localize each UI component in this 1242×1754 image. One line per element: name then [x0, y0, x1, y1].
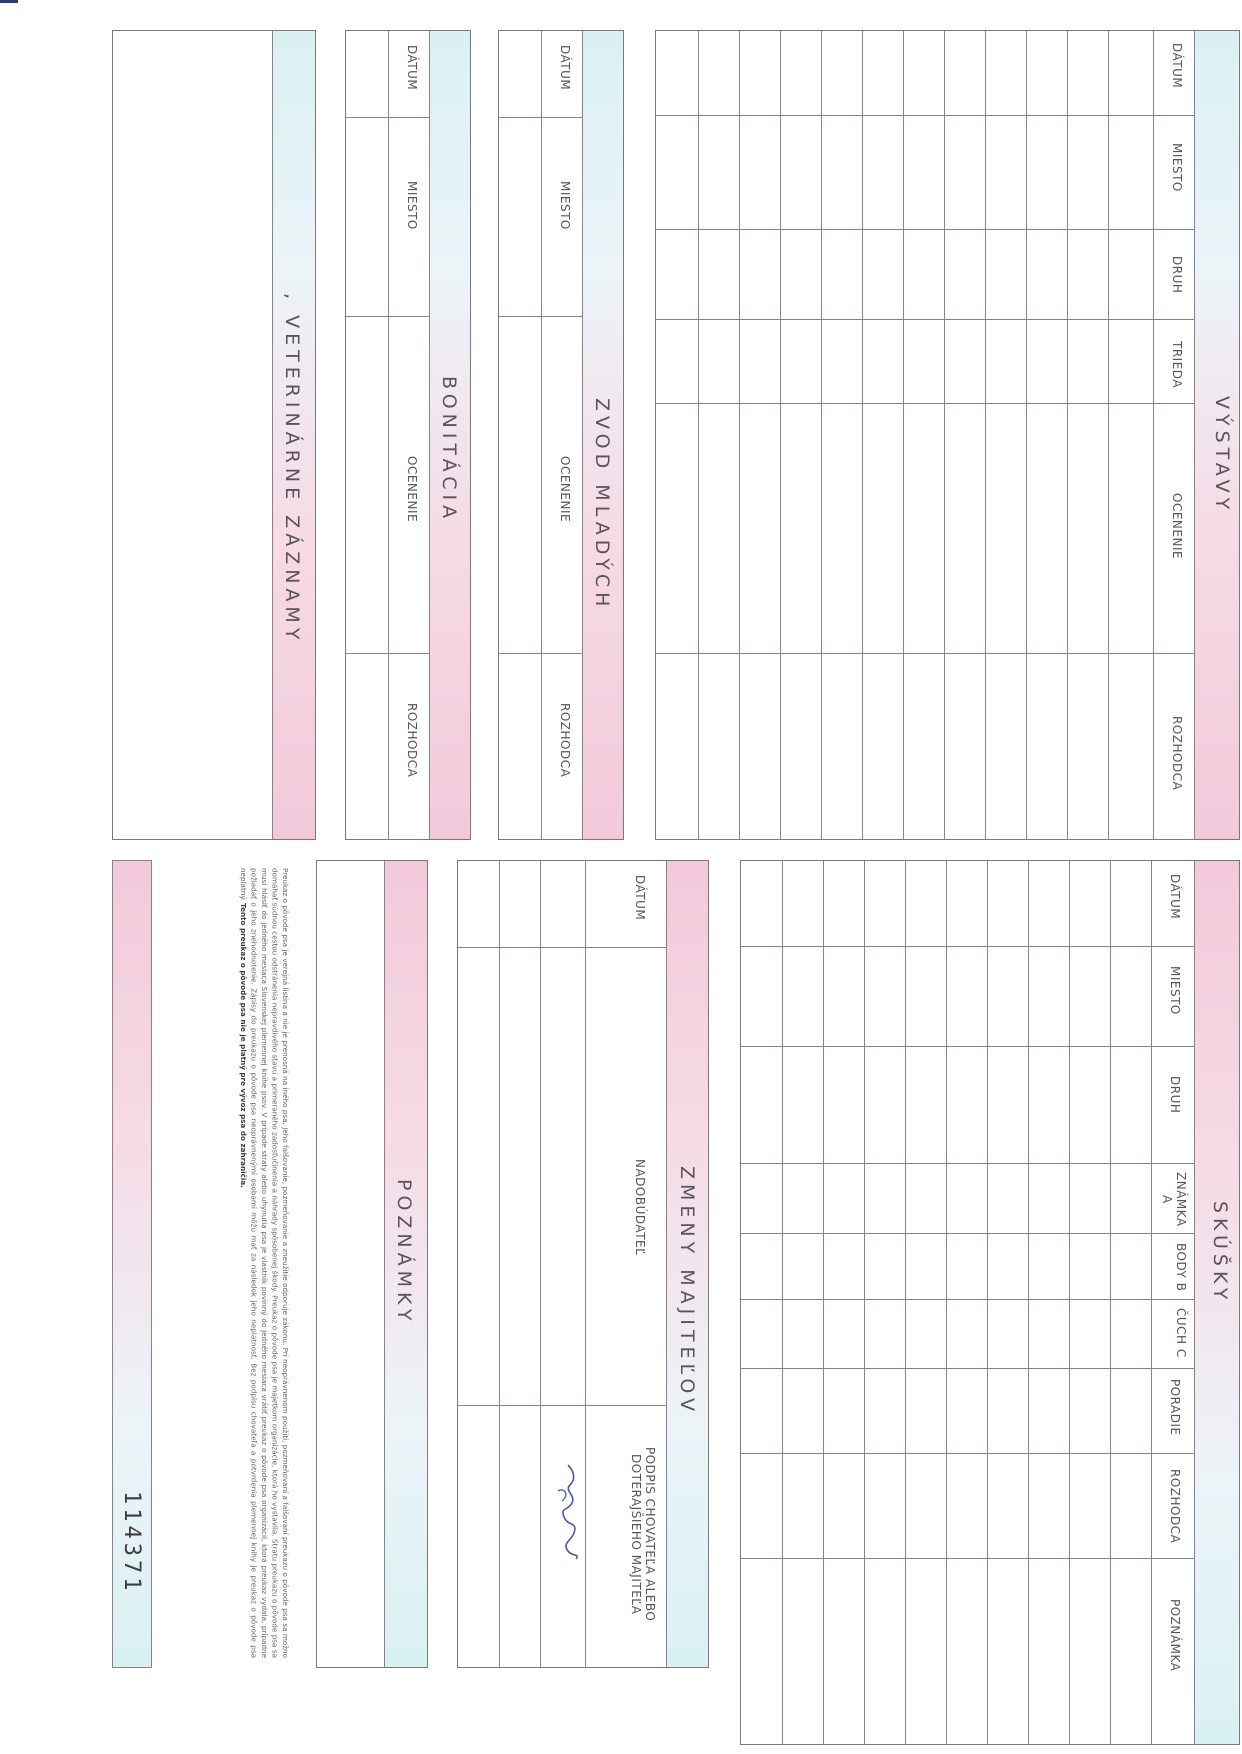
skusky-col-sep — [741, 946, 1194, 947]
zmeny-col-sep — [458, 1405, 666, 1406]
zmeny-col-nadobudatel: NADOBÚDATEĽ — [633, 1159, 647, 1256]
zmeny-title: ZMENY MAJITEĽOV — [676, 1166, 698, 1417]
bonitacia-col-rozhodca: ROZHODCA — [405, 703, 419, 778]
skusky-col-poznamka: POZNÁMKA — [1168, 1599, 1182, 1672]
skusky-row-line — [823, 861, 824, 1744]
poznamky-panel — [316, 860, 428, 1668]
bonitacia-col-sep — [346, 316, 429, 317]
zmeny-col-podpis: PODPIS CHOVATEĽA ALEBO DOTERAJŠIEHO MAJITEĽA — [629, 1446, 657, 1622]
bonitacia-title: BONITÁCIA — [438, 376, 460, 524]
vystavy-row-line — [739, 31, 740, 839]
vystavy-col-miesto: MIESTO — [1170, 143, 1184, 192]
vystavy-row-line — [1108, 31, 1109, 839]
zvod-col-ocenenie: OCENENIE — [558, 456, 572, 523]
skusky-row-line — [1028, 861, 1029, 1744]
zmeny-header-divider — [666, 861, 667, 1667]
serial-number: 114371 — [119, 1491, 144, 1595]
vystavy-row-line — [1026, 31, 1027, 839]
zvod-panel — [498, 30, 624, 840]
skusky-col-datum: DÁTUM — [1168, 874, 1182, 920]
legal-notice-text: Preukaz o pôvode psa je verejná listina a nie je prenosná na iného psa. Jeho falšovanie, pozmeňovanie a zneužitie odporuje zákonu. Pri neoprávnenom použití, pozmeňovaní a falšovaní preukazu o pôvode psa sa možno domáhať súdnou cestou odstránenia nepravdivého stavu a primeraného zadosťučinenia a náhrady spôsobenej škody. Preukaz o pôvode psa je majetkom organizácie, ktorá ho vystavila. Stratu preukazu o pôvode psa sa musí hlásiť do jedného mesiaca Slovenskej plemennej knihe psov. V prípade straty alebo uhynutia psa je vlastník povinný do jedného mesiaca vrátiť preukaz o pôvode psa organizácii, ktorá preukaz vydala, prípadne požiadať o jeho znehodnotenie. Zápisy do preukazu o pôvode psa neoprávnenými osobami môžu mať za následok jeho neplatnosť. Bez podpisu chovateľa a potvrdenia plemennej knihy je preukaz o pôvode psa neplatný. — [239, 868, 290, 1658]
skusky-col-sep — [741, 1299, 1194, 1300]
skusky-col-miesto: MIESTO — [1168, 966, 1182, 1015]
bonitacia-col-sep — [346, 117, 429, 118]
vystavy-row-line — [903, 31, 904, 839]
skusky-row-line — [1110, 861, 1111, 1744]
zvod-col-miesto: MIESTO — [558, 181, 572, 230]
veterinarne-title-text: VETERINÁRNE ZÁZNAMY — [281, 315, 303, 645]
skusky-col-znamka: ZNÁMKA A — [1160, 1171, 1188, 1227]
skusky-col-sep — [741, 1558, 1194, 1559]
serial-strip — [112, 860, 152, 1668]
skusky-row-line — [905, 861, 906, 1744]
zmeny-row-line — [499, 861, 500, 1667]
bonitacia-col-sep — [346, 653, 429, 654]
skusky-col-rozhodca: ROZHODCA — [1168, 1469, 1182, 1544]
skusky-row-line — [1069, 861, 1070, 1744]
vystavy-title: VÝSTAVY — [1211, 396, 1233, 515]
bonitacia-col-miesto: MIESTO — [405, 181, 419, 230]
veterinarne-panel — [112, 30, 316, 840]
vystavy-col-druh: DRUH — [1170, 256, 1184, 294]
vystavy-row-line — [862, 31, 863, 839]
vystavy-panel — [655, 30, 1240, 840]
vystavy-col-sep — [656, 115, 1194, 116]
skusky-col-druh: DRUH — [1168, 1076, 1182, 1114]
skusky-header-divider — [1194, 861, 1195, 1744]
scan-edge-mark — [0, 0, 18, 3]
vystavy-header-divider — [1194, 31, 1195, 839]
zvod-title: ZVOD MLADÝCH — [591, 398, 613, 612]
vystavy-col-sep — [656, 229, 1194, 230]
skusky-row-line — [864, 861, 865, 1744]
vystavy-col-trieda: TRIEDA — [1170, 341, 1184, 389]
vystavy-row-line — [1067, 31, 1068, 839]
zvod-col-sep — [499, 117, 582, 118]
zvod-colhead-divider — [541, 31, 542, 839]
skusky-row-line — [987, 861, 988, 1744]
vystavy-col-datum: DÁTUM — [1170, 43, 1184, 89]
bonitacia-col-datum: DÁTUM — [405, 45, 419, 91]
owner-signature — [550, 1461, 586, 1561]
veterinarne-title — [281, 293, 303, 644]
skusky-col-sep — [741, 1163, 1194, 1164]
zvod-col-sep — [499, 653, 582, 654]
vystavy-col-rozhodca: ROZHODCA — [1170, 716, 1184, 791]
vystavy-row-line — [780, 31, 781, 839]
zmeny-row-line — [540, 861, 541, 1667]
zvod-header-divider — [582, 31, 583, 839]
vystavy-col-ocenenie: OCENENIE — [1170, 493, 1184, 560]
skusky-col-sep — [741, 1233, 1194, 1234]
skusky-title: SKÚŠKY — [1209, 1201, 1231, 1305]
skusky-col-poradie: PORADIE — [1168, 1379, 1182, 1436]
vystavy-col-sep — [656, 319, 1194, 320]
skusky-col-sep — [741, 1453, 1194, 1454]
zmeny-col-sep — [458, 947, 666, 948]
skusky-col-sep — [741, 1368, 1194, 1369]
skusky-panel — [740, 860, 1240, 1745]
vystavy-col-sep — [656, 653, 1194, 654]
vystavy-row-line — [821, 31, 822, 839]
legal-notice-bold: Tento preukaz o pôvode psa nie je platný pre vývoz psa do zahraničia. — [239, 903, 248, 1188]
vystavy-row-line — [985, 31, 986, 839]
veterinarne-header-divider — [272, 31, 273, 839]
legal-notice — [170, 868, 290, 1658]
skusky-row-line — [946, 861, 947, 1744]
zvod-col-sep — [499, 316, 582, 317]
vystavy-colhead-divider — [1153, 31, 1154, 839]
poznamky-title: POZNÁMKY — [393, 1179, 415, 1326]
skusky-col-body: BODY B — [1174, 1242, 1188, 1292]
bonitacia-colhead-divider — [388, 31, 389, 839]
veterinarne-prefix: , — [281, 293, 303, 305]
vystavy-row-line — [698, 31, 699, 839]
zmeny-col-datum: DÁTUM — [633, 875, 647, 921]
skusky-colhead-divider — [1151, 861, 1152, 1744]
skusky-col-cuch: ČUCH C — [1174, 1308, 1188, 1358]
zmeny-panel — [457, 860, 709, 1668]
poznamky-header-divider — [384, 861, 385, 1667]
vystavy-row-line — [944, 31, 945, 839]
bonitacia-header-divider — [429, 31, 430, 839]
skusky-col-sep — [741, 1046, 1194, 1047]
bonitacia-col-ocenenie: OCENENIE — [405, 456, 419, 523]
bonitacia-panel — [345, 30, 471, 840]
skusky-row-line — [782, 861, 783, 1744]
zvod-col-rozhodca: ROZHODCA — [558, 703, 572, 778]
zvod-col-datum: DÁTUM — [558, 45, 572, 91]
vystavy-col-sep — [656, 403, 1194, 404]
